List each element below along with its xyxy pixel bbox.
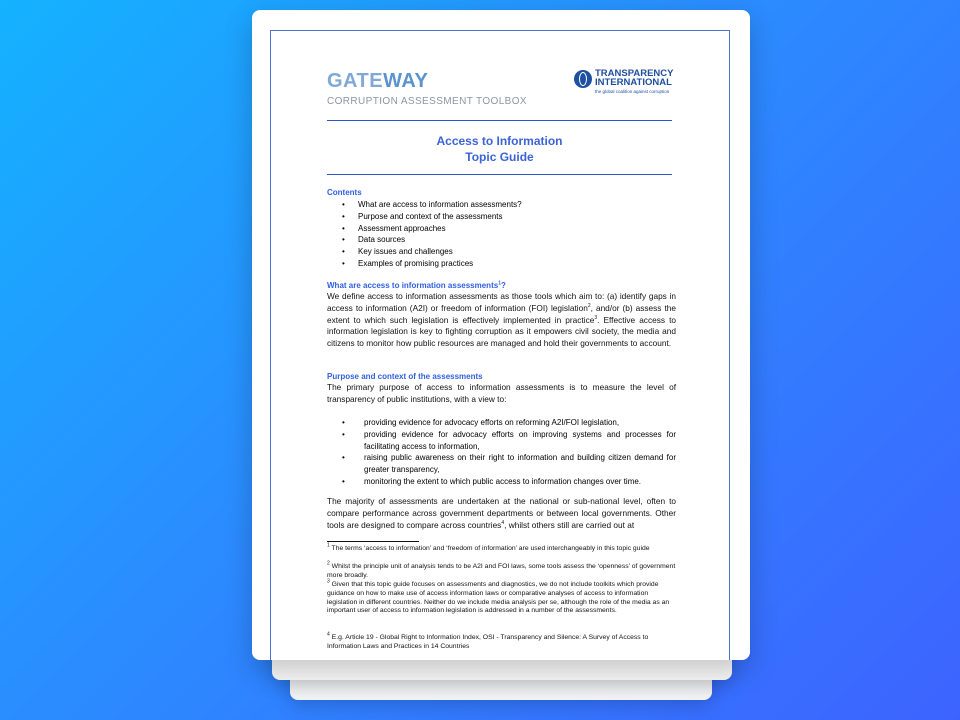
contents-item: • Assessment approaches xyxy=(342,223,522,235)
document-page xyxy=(252,10,750,660)
title-rule xyxy=(327,174,672,175)
section-heading: Purpose and context of the assessments xyxy=(327,372,483,381)
contents-heading: Contents xyxy=(327,188,362,197)
list-item: • providing evidence for advocacy efforts on improving systems and processes for facilitating access to information, xyxy=(342,429,676,453)
header-rule xyxy=(327,120,672,121)
section-paragraph: The majority of assessments are undertaken at the national or sub-national level, often to compare performance across government departments or between local governments. Other tools are designed to compare across countries$^4$, whilst others still are carried out at xyxy=(327,496,676,530)
contents-item: • Key issues and challenges xyxy=(342,246,522,258)
list-item: • monitoring the extent to which public access to information changes over time. xyxy=(342,476,676,488)
gateway-subtitle: CORRUPTION ASSESSMENT TOOLBOX xyxy=(327,96,527,107)
section-paragraph: We define access to information assessments as those tools which aim to: (a) identify gaps in access to information (A2I) or freedom of information (FOI) legislation$^2$, and/or (b) assess the extent to which such legislation is effectively implemented in practice$^3$. Effective access to information legislation is key to fighting corruption as it empowers civil society, the media and citizens to monitor how public resources are managed and hold their governments to account. xyxy=(327,291,676,349)
list-item: • providing evidence for advocacy efforts on reforming A2I/FOI legislation, xyxy=(342,417,676,429)
footnote: $^1$ The terms ‘access to information’ and ‘freedom of information’ are used interchangeably in this topic guide xyxy=(327,542,650,552)
section-paragraph: The primary purpose of access to information assessments is to measure the level of transparency of public institutions, with a view to: xyxy=(327,382,676,404)
footnote: $^3$ Given that this topic guide focuses on assessments and diagnostics, we do not include toolkits which provide guidance on how to make use of access information laws or comparative analyses of access to information legislation in different countries. Neither do we include media analysis per se, although the role of the media as an important user of access to information legislation is addressed in a number of the assessments. xyxy=(327,578,670,615)
section-heading: What are access to information assessments$^1$? xyxy=(327,280,506,290)
doc-subtitle: Topic Guide xyxy=(465,150,534,164)
contents-list xyxy=(342,199,522,270)
contents-item: • Examples of promising practices xyxy=(342,258,522,270)
contents-item: • Data sources xyxy=(342,234,522,246)
footnote: $^2$ Whilst the principle unit of analysis tends to be A2I and FOI laws, some tools assess the ‘openness’ of government more broadly. xyxy=(327,560,676,579)
gateway-logo: GATEWAY xyxy=(327,70,429,92)
contents-item: • Purpose and context of the assessments xyxy=(342,211,522,223)
doc-title: Access to Information xyxy=(436,134,563,148)
purpose-list xyxy=(342,417,676,488)
list-item: • raising public awareness on their right to information and building citizen demand for greater transparency, xyxy=(342,452,676,476)
footnote-rule xyxy=(327,541,419,542)
ti-logo: TRANSPARENCY INTERNATIONAL the global coalition against corruption xyxy=(574,68,670,102)
footnote: $^4$ E.g. Article 19 - Global Right to Information Index, OSI - Transparency and Silence: A Survey of Access to Information Laws and Practices in 14 Countries xyxy=(327,631,649,650)
contents-item: • What are access to information assessments? xyxy=(342,199,522,211)
globe-icon xyxy=(574,70,592,88)
